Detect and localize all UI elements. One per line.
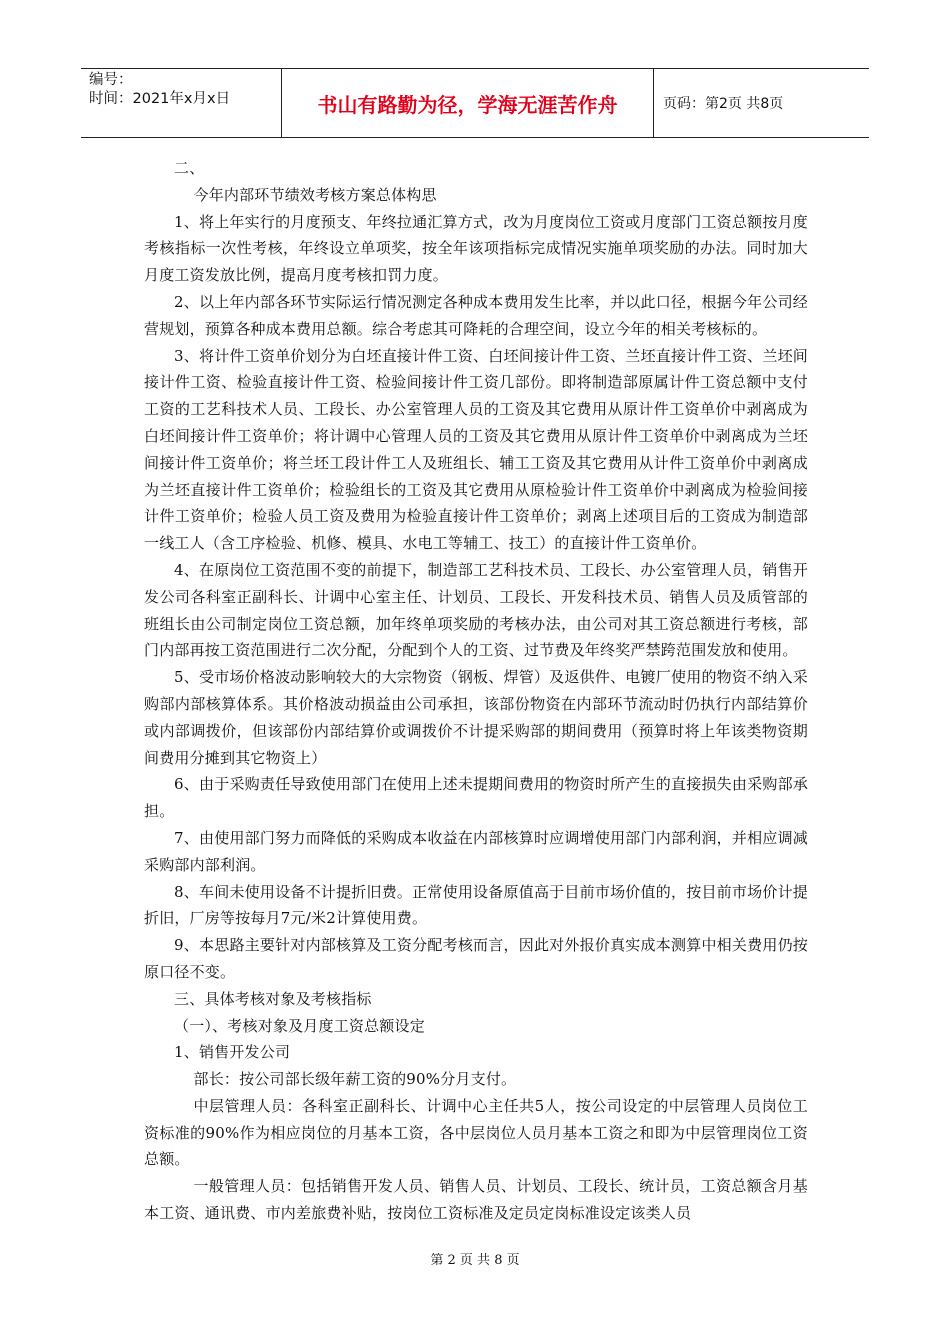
subsection-item-sales: 1、销售开发公司	[174, 1043, 291, 1062]
paragraph-general-management: 一般管理人员：包括销售开发人员、销售人员、计划员、工段长、统计员，工资总额含月基本工资、通讯费、市内差旅费补贴，按岗位工资标准及定员定岗标准设定该类人员	[144, 1177, 808, 1223]
paragraph-item-2: 2、以上年内部各环节实际运行情况测定各种成本费用发生比率，并以此口径，根据今年公司经营规划，预算各种成本费用总额。综合考虑其可降耗的合理空间，设立今年的相关考核标的。	[144, 292, 808, 338]
header-meta	[81, 69, 282, 137]
paragraph-minister: 部长：按公司部长级年薪工资的90%分月支付。	[193, 1070, 517, 1089]
time-label: 时间：2021年x月x日	[89, 91, 231, 107]
document-body	[144, 155, 808, 1227]
paragraph-item-3: 3、将计件工资单价划分为白坯直接计件工资、白坯间接计件工资、兰坯直接计件工资、兰坯间接计件工资、检验直接计件工资、检验间接计件工资几部份。即将制造部原属计件工资总额中支付工资的工艺科技术人员、工段长、办公室管理人员的工资及其它费用从原计件工资单价中剥离成为白坯间接计件工资单价；将计调中心管理人员的工资及其它费用从原计件工资单价中剥离成为兰坯间接计件工资单价；将兰坯工段计件工人及班组长、辅工工资及其它费用从计件工资单价中剥离成为兰坯直接计件工资单价；检验组长的工资及其它费用从原检验计件工资单价中剥离成为检验间接计件工资单价；检验人员工资及费用为检验直接计件工资单价；剥离上述项目后的工资成为制造部一线工人（含工序检验、机修、模具、水电工等辅工、技工）的直接计件工资单价。	[144, 346, 808, 553]
header-page-info: 页码：第2页 共8页	[663, 96, 784, 112]
paragraph-item-7: 7、由使用部门努力而降低的采购成本收益在内部核算时应调增使用部门内部利润，并相应调减采购部内部利润。	[144, 828, 808, 874]
paragraph-item-5: 5、受市场价格波动影响较大的大宗物资（钢板、焊管）及返供件、电镀厂使用的物资不纳入采购部内部核算体系。其价格波动损益由公司承担，该部份物资在内部环节流动时仍执行内部结算价或内部调拨价，但该部份内部结算价或调拨价不计提采购部的期间费用（预算时将上年该类物资期间费用分摊到其它物资上）	[144, 668, 808, 767]
page-footer: 第 2 页 共 8 页	[430, 1253, 520, 1268]
paragraph-item-4: 4、在原岗位工资范围不变的前提下，制造部工艺科技术员、工段长、办公室管理人员，销售开发公司各科室正副科长、计调中心室主任、计划员、工段长、开发科技术员、销售人员及质管部的班组长由公司制定岗位工资总额，加年终单项奖励的考核办法，由公司对其工资总额进行考核，部门内部再按工资范围进行二次分配，分配到个人的工资、过节费及年终奖严禁跨范围发放和使用。	[144, 560, 808, 660]
paragraph-middle-management: 中层管理人员：各科室正副科长、计调中心主任共5人，按公司设定的中层管理人员岗位工资标准的90%作为相应岗位的月基本工资，各中层岗位人员月基本工资之和即为中层管理岗位工资总额。	[144, 1096, 808, 1169]
paragraph-item-6: 6、由于采购责任导致使用部门在使用上述未提期间费用的物资时所产生的直接损失由采购部承担。	[144, 775, 808, 821]
paragraph-item-8: 8、车间未使用设备不计提折旧费。正常使用设备原值高于目前市场价值的，按目前市场价计提折旧，厂房等按每月7元/米2计算使用费。	[144, 882, 808, 928]
section-heading-2: 二、	[174, 159, 205, 177]
page-header	[81, 68, 869, 138]
header-motto: 书山有路勤为径，学海无涯苦作舟	[282, 69, 654, 137]
section-heading-3: 三、具体考核对象及考核指标	[174, 989, 372, 1008]
code-label: 编号：	[89, 72, 133, 88]
subsection-heading-1: （一）、考核对象及月度工资总额设定	[174, 1016, 425, 1035]
paragraph-item-9: 9、本思路主要针对内部核算及工资分配考核而言，因此对外报价真实成本测算中相关费用仍按原口径不变。	[144, 936, 808, 981]
section-subtitle: 今年内部环节绩效考核方案总体构思	[193, 185, 437, 204]
paragraph-item-1: 1、将上年实行的月度预支、年终拉通汇算方式，改为月度岗位工资或月度部门工资总额按月度考核指标一次性考核，年终设立单项奖，按全年该项指标完成情况实施单项奖励的办法。同时加大月度工资发放比例，提高月度考核扣罚力度。	[144, 212, 808, 285]
